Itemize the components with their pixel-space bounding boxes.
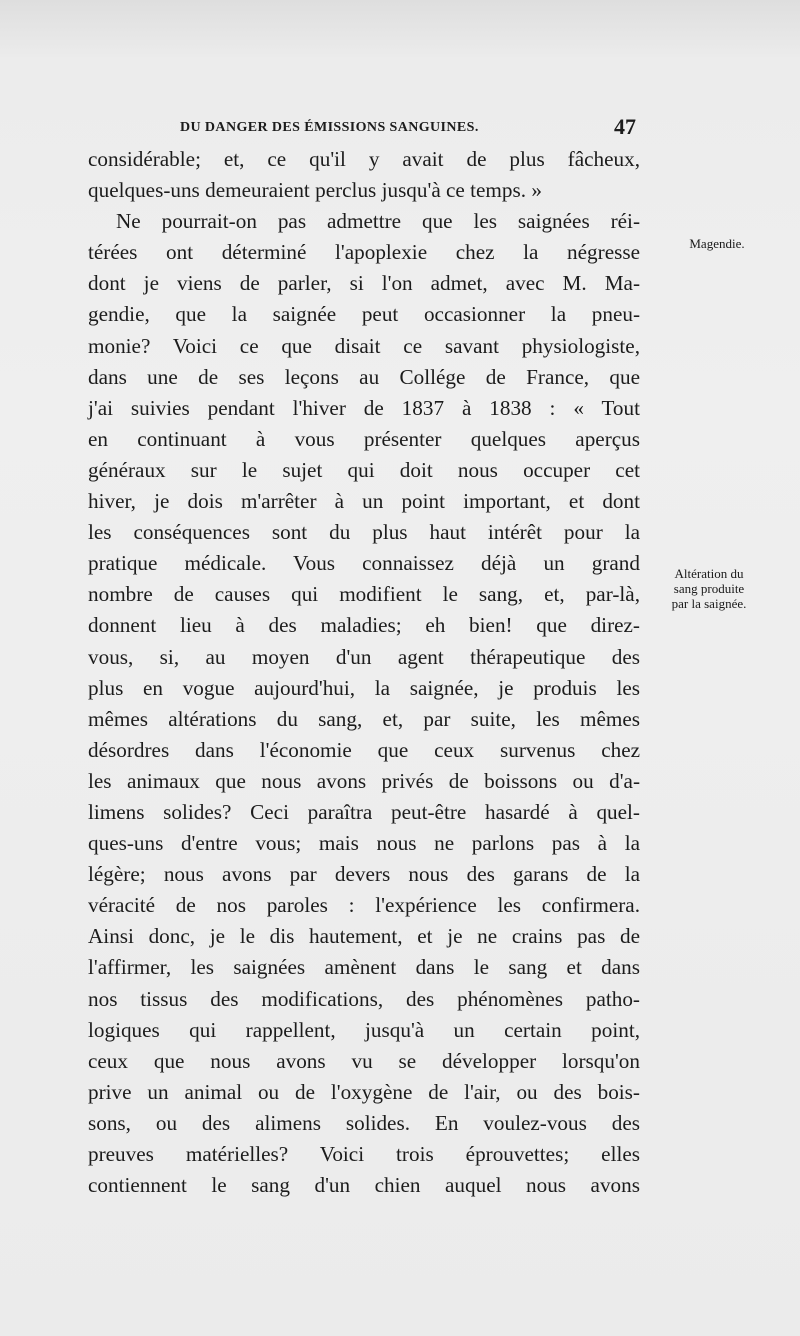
margin-note-line: Altération du — [674, 566, 744, 581]
text-line: vous, si, au moyen d'un agent thérapeutique des — [88, 644, 640, 669]
text-line: ceux que nous avons vu se développer lorsqu'on — [88, 1048, 640, 1073]
text-line: térées ont déterminé l'apoplexie chez la négresse — [88, 240, 640, 265]
text-line: contiennent le sang d'un chien auquel nous avons — [88, 1173, 640, 1198]
margin-note-text: Magendie. — [689, 236, 745, 251]
text-line: sons, ou des alimens solides. En voulez-vous des — [88, 1110, 640, 1135]
text-line: les conséquences sont du plus haut intérêt pour la — [88, 520, 640, 545]
margin-note-alteration — [650, 566, 768, 611]
text-line: hiver, je dois m'arrêter à un point important, et dont — [88, 489, 640, 514]
text-line: monie? Voici ce que disait ce savant physiologiste, — [88, 333, 640, 358]
text-line: prive un animal ou de l'oxygène de l'air, ou des bois- — [88, 1079, 640, 1104]
text-line: nombre de causes qui modifient le sang, et, par-là, — [88, 582, 640, 607]
running-title: DU DANGER DES ÉMISSIONS SANGUINES. — [180, 120, 479, 135]
text-line: les animaux que nous avons privés de boissons ou d'a- — [88, 768, 640, 793]
text-line: quelques-uns demeuraient perclus jusqu'à ce temps. » — [88, 178, 542, 203]
text-line: Ne pourrait-on pas admettre que les saignées réi- — [116, 209, 640, 234]
text-line: j'ai suivies pendant l'hiver de 1837 à 1838 : « Tout — [88, 395, 640, 420]
text-line: gendie, que la saignée peut occasionner la pneu- — [88, 302, 640, 327]
text-line: preuves matérielles? Voici trois éprouvettes; elles — [88, 1142, 640, 1166]
text-line: généraux sur le sujet qui doit nous occuper cet — [88, 457, 640, 482]
text-line: Ainsi donc, je le dis hautement, et je ne crains pas de — [88, 924, 640, 949]
text-line: considérable; et, ce qu'il y avait de plus fâcheux, — [88, 147, 640, 171]
text-line: pratique médicale. Vous connaissez déjà un grand — [88, 551, 640, 576]
page-header — [88, 114, 640, 142]
text-line: donnent lieu à des maladies; eh bien! que direz- — [88, 613, 640, 638]
body-text — [88, 144, 640, 1201]
text-line: légère; nous avons par devers nous des garans de la — [88, 862, 640, 887]
text-line: en continuant à vous présenter quelques aperçus — [88, 426, 640, 451]
page-number: 47 — [614, 114, 636, 139]
margin-note-line: par la saignée. — [671, 596, 747, 611]
text-line: plus en vogue aujourd'hui, la saignée, je produis les — [88, 675, 640, 700]
text-line: dans une de ses leçons au Collége de France, que — [88, 364, 640, 389]
text-line: ques-uns d'entre vous; mais nous ne parlons pas à la — [88, 831, 640, 856]
text-line: l'affirmer, les saignées amènent dans le sang et dans — [88, 955, 640, 980]
text-line: véracité de nos paroles : l'expérience les confirmera. — [88, 893, 640, 918]
text-line: nos tissus des modifications, des phénomènes patho- — [88, 986, 640, 1011]
text-line: mêmes altérations du sang, et, par suite, les mêmes — [88, 706, 640, 731]
margin-note-magendie — [658, 236, 776, 251]
margin-note-line: sang produite — [673, 581, 745, 596]
text-line: logiques qui rappellent, jusqu'à un certain point, — [88, 1017, 640, 1042]
text-line: désordres dans l'économie que ceux survenus chez — [88, 737, 640, 762]
text-line: dont je viens de parler, si l'on admet, avec M. Ma- — [88, 271, 640, 296]
text-line: limens solides? Ceci paraîtra peut-être hasardé à quel- — [88, 799, 640, 824]
